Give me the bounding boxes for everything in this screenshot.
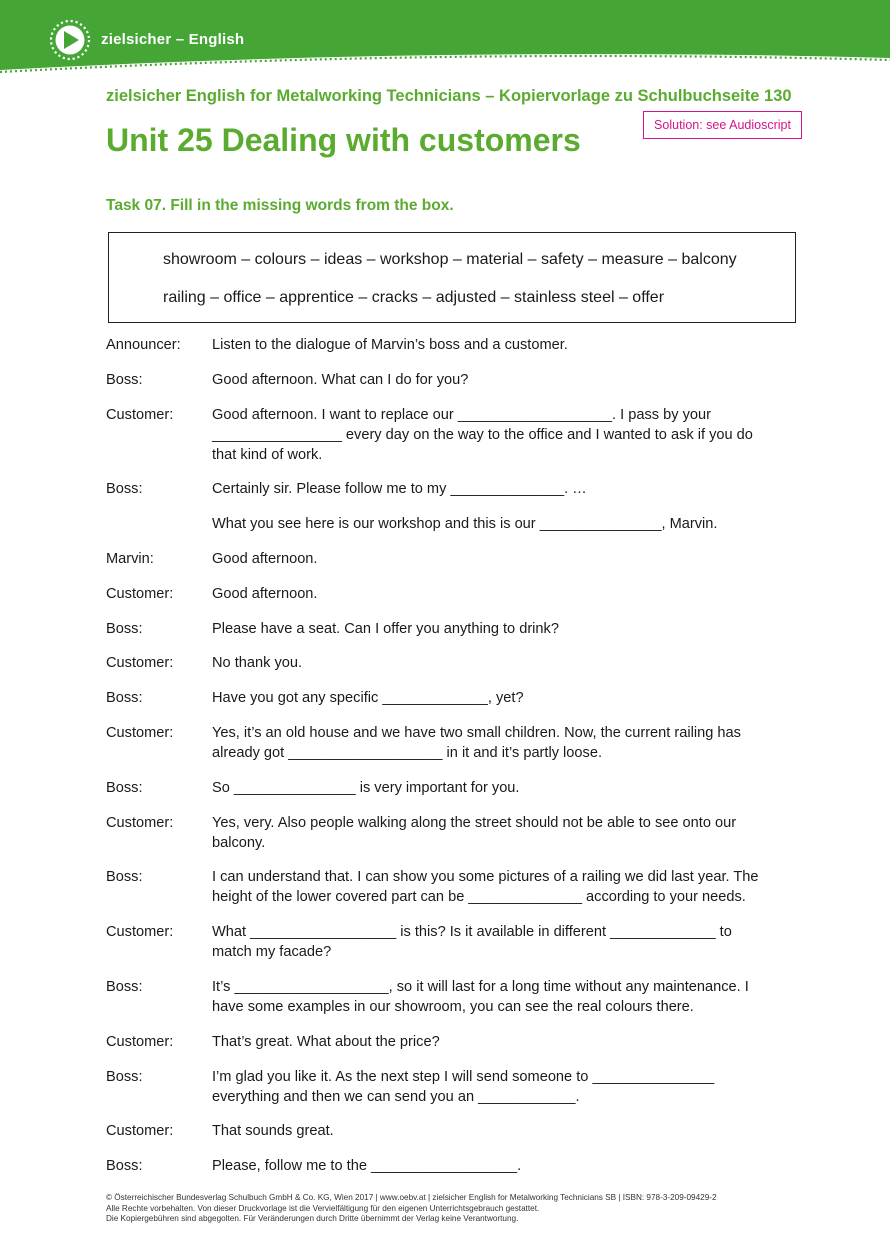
dialogue-line <box>106 1121 796 1141</box>
document-subtitle: zielsicher English for Metalworking Technicians – Kopiervorlage zu Schulbuchseite 130 <box>106 87 792 105</box>
speaker: Customer: <box>106 585 174 602</box>
speaker: Boss: <box>106 620 143 637</box>
solution-note: Solution: see Audioscript <box>643 111 802 139</box>
dialogue-line <box>106 405 796 465</box>
line-text: Yes, very. Also people walking along the street should not be able to see onto our balcony. <box>212 814 737 851</box>
speaker: Boss: <box>106 779 143 796</box>
line-text: That sounds great. <box>212 1123 334 1140</box>
speaker: Boss: <box>106 690 143 707</box>
line-text: Please have a seat. Can I offer you anything to drink? <box>212 620 559 637</box>
line-text: Good afternoon. What can I do for you? <box>212 371 469 388</box>
dialogue-line <box>106 549 796 569</box>
footer-line-2: Alle Rechte vorbehalten. Von dieser Druckvorlage ist die Vervielfältigung für den eigenen Unterrichtsgebrauch gestattet. <box>106 1203 540 1213</box>
speaker: Marvin: <box>106 550 154 567</box>
line-text: That’s great. What about the price? <box>212 1033 440 1050</box>
dialogue-line <box>106 479 796 499</box>
line-text: Please, follow me to the __________________. <box>212 1158 522 1175</box>
dialogue-line <box>106 514 796 534</box>
line-text: Yes, it’s an old house and we have two small children. Now, the current railing has already got ___________________ in it and it’s partly loose. <box>212 724 741 761</box>
speaker: Boss: <box>106 371 143 388</box>
dialogue-line <box>106 922 796 962</box>
speaker: Customer: <box>106 1123 174 1140</box>
dialogue-line <box>106 867 796 907</box>
speaker: Customer: <box>106 724 174 741</box>
speaker: Customer: <box>106 814 174 831</box>
dialogue-line <box>106 688 796 708</box>
line-text: Listen to the dialogue of Marvin’s boss and a customer. <box>212 337 568 353</box>
dialogue-line <box>106 813 796 853</box>
line-text: So _______________ is very important for you. <box>212 779 520 796</box>
speaker: Boss: <box>106 1068 143 1085</box>
page-title: Unit 25 Dealing with customers <box>106 122 581 158</box>
dialogue-line <box>106 653 796 673</box>
word-box <box>108 232 796 323</box>
line-text: Good afternoon. I want to replace our ___________________. I pass by your ________________ every day on the way to the office and I wanted to ask if you do that kind of work. <box>212 406 753 463</box>
dialogue-line <box>106 1032 796 1052</box>
copyright-footer <box>106 1193 717 1225</box>
speaker: Customer: <box>106 924 174 941</box>
dialogue-line <box>106 977 796 1017</box>
line-text: No thank you. <box>212 655 303 672</box>
dialogue-line <box>106 723 796 763</box>
dialogue-line <box>106 778 796 798</box>
speaker: Boss: <box>106 869 143 886</box>
dialogue-line <box>106 1156 796 1176</box>
speaker: Boss: <box>106 481 143 498</box>
line-text: What you see here is our workshop and this is our _______________, Marvin. <box>212 516 718 533</box>
dialogue <box>106 335 796 1191</box>
speaker: Customer: <box>106 406 174 423</box>
line-text: I’m glad you like it. As the next step I will send someone to _______________ everything and then we can send you an ____________. <box>212 1068 715 1105</box>
word-box-line-2: railing – office – apprentice – cracks – adjusted – stainless steel – offer <box>163 289 665 306</box>
task-instruction: Task 07. Fill in the missing words from the box. <box>106 197 454 214</box>
line-text: Certainly sir. Please follow me to my ______________. … <box>212 481 587 498</box>
speaker: Boss: <box>106 1158 143 1175</box>
footer-line-1: © Österreichischer Bundesverlag Schulbuch GmbH & Co. KG, Wien 2017 | www.oebv.at | zielsicher English for Metalworking Technicians SB | ISBN: 978-3-209-09429-2 <box>106 1193 717 1202</box>
word-box-line-1: showroom – colours – ideas – workshop – material – safety – measure – balcony <box>163 251 737 268</box>
dialogue-line <box>106 584 796 604</box>
dialogue-line <box>106 619 796 639</box>
speaker: Customer: <box>106 1033 174 1050</box>
dialogue-line <box>106 335 796 355</box>
line-text: Good afternoon. <box>212 550 318 567</box>
line-text: Have you got any specific _____________, yet? <box>212 690 524 707</box>
speaker: Boss: <box>106 978 143 995</box>
footer-line-3: Die Kopiergebühren sind abgegolten. Für Veränderungen durch Dritte übernimmt der Verlag keine Verantwortung. <box>106 1214 519 1223</box>
speaker: Announcer: <box>106 337 181 353</box>
speaker: Customer: <box>106 655 174 672</box>
line-text: It’s ___________________, so it will last for a long time without any maintenance. I have some examples in our showroom, you can see the real colours there. <box>212 978 749 1015</box>
brand-name: zielsicher – English <box>101 31 245 48</box>
line-text: What __________________ is this? Is it available in different _____________ to match my facade? <box>212 924 732 961</box>
line-text: I can understand that. I can show you some pictures of a railing we did last year. The height of the lower covered part can be ______________ according to your needs. <box>212 869 759 906</box>
dialogue-line <box>106 370 796 390</box>
dialogue-line <box>106 1067 796 1107</box>
line-text: Good afternoon. <box>212 585 318 602</box>
